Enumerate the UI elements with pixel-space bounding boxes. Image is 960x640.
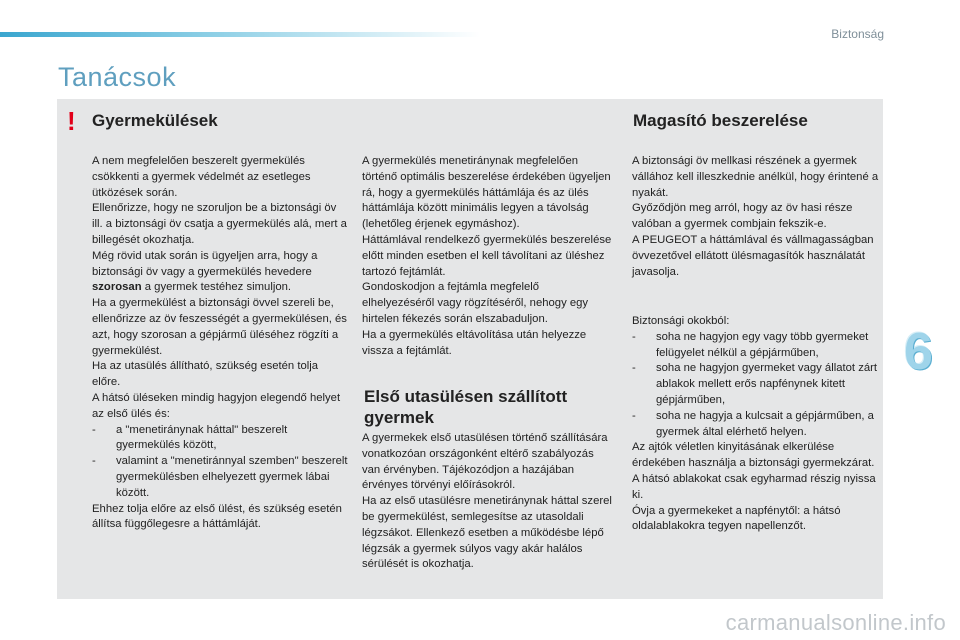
warning-exclamation-icon: ! [67,106,76,136]
section-label: Biztonság [831,27,884,41]
paragraph: Gondoskodjon a fejtámla megfelelő elhelyezéséről vagy rögzítéséről, nehogy egy hirtelen fékezés során elszabaduljon. [362,281,589,325]
paragraph: A gyermekek első utasülésen történő szállítására vonatkozóan országonként eltérő szabályozás van érvényben. Tájékozódjon a hazájában érvényes törvényi előírásokról. [362,432,608,492]
child-seats-column-2 [362,154,614,359]
paragraph: Ellenőrizze, hogy ne szoruljon be a biztonsági öv ill. a biztonsági öv csatja a gyermekülés alá, mert a billegését okozhatja. [92,202,347,246]
paragraph: A gyermekülés menetiránynak megfelelően történő optimális beszerelése érdekében ügyeljen rá, hogy a gyermekülés háttámlája és az ülés háttámlája között minimális legyen a távolság (lehetőleg érjenek egymáshoz). [362,155,611,231]
paragraph: Az ajtók véletlen kinyitásának elkerülése érdekében használja a biztonsági gyermekzárat. [632,441,875,470]
list-item: - soha ne hagyjon gyermeket vagy állatot zárt ablakok mellett erős napfénynek kitett gépjárműben, [632,362,878,406]
paragraph: Ehhez tolja előre az első ülést, és szükség esetén állítsa függőlegesre a háttámláját. [92,502,342,531]
child-seats-heading: Gyermekülések [92,111,218,130]
paragraph: Ha az utasülés állítható, szükség esetén tolja előre. [92,360,319,389]
paragraph-text: a gyermek testéhez simuljon. [144,281,292,294]
paragraph: Ha a gyermekülést a biztonsági övvel szereli be, ellenőrizze az öv feszességét a gyermekülésen, és azt, hogy szorosan a gépjármű üléséhez rögzíti a gyermekülést. [92,297,347,357]
chapter-number: 6 [904,323,933,381]
paragraph: Háttámlával rendelkező gyermekülés beszerelése előtt minden esetben el kell távolítani az üléshez tartozó fejtámlát. [362,233,612,278]
booster-text-1 [632,154,882,280]
list-item: - soha ne hagyja a kulcsait a gépjárműben, a gyermek által elérhető helyen. [632,409,874,438]
paragraph-text: Még rövid utak során is ügyeljen arra, hogy a biztonsági öv vagy a gyermekülés hevedere [92,249,318,278]
paragraph: Óvja a gyermekeket a napfénytől: a hátsó oldalablakokra tegyen napellenzőt. [632,504,841,533]
emphasis-text: szorosan [92,281,142,294]
paragraph [92,249,348,296]
paragraph: A biztonsági öv mellkasi részének a gyermek vállához kell illeszkednie anélkül, hogy érintené a nyakát. [632,155,879,199]
front-seat-text [362,431,614,573]
list-item: - valamint a "menetiránnyal szemben" beszerelt gyermekülésben elhelyezett gyermek lábai között. [92,455,348,499]
paragraph: A nem megfelelően beszerelt gyermekülés csökkenti a gyermek védelmét az esetleges ütközések során. [92,155,311,199]
list-item: - a "menetiránynak háttal" beszerelt gyermekülés között, [92,423,288,452]
paragraph: Biztonsági okokból: [632,315,730,327]
paragraph: A hátsó ablakokat csak egyharmad részig nyissa ki. [632,472,876,501]
page-title: Tanácsok [58,62,177,92]
list-item: - soha ne hagyjon egy vagy több gyermeket felügyelet nélkül a gépjárműben, [632,330,869,359]
paragraph: A PEUGEOT a háttámlával és vállmagasságban övvezetővel ellátott ülésmagasítók használatát javasolja. [632,233,874,278]
front-seat-heading: Első utasülésen szállított gyermek [364,387,568,427]
child-seats-column-1 [92,154,348,533]
booster-heading: Magasító beszerelése [633,111,808,130]
watermark: carmanualsonline.info [725,610,946,635]
header-accent-line [0,32,480,37]
paragraph: A hátsó üléseken mindig hagyjon elegendő helyet az első ülés és: [92,391,341,420]
paragraph: Ha a gyermekülés eltávolítása után helyezze vissza a fejtámlát. [362,328,587,357]
safety-list [632,314,882,535]
paragraph: Győződjön meg arról, hogy az öv hasi része valóban a gyermek combjain fekszik-e. [632,202,853,231]
paragraph: Ha az első utasülésre menetiránynak háttal szerel be gyermekülést, semlegesítse az utasoldali légzsákot. Ellenkező esetben a működésbe lépő légzsák a gyermek súlyos vagy akár halálos sérülését is okozhatja. [362,495,612,571]
